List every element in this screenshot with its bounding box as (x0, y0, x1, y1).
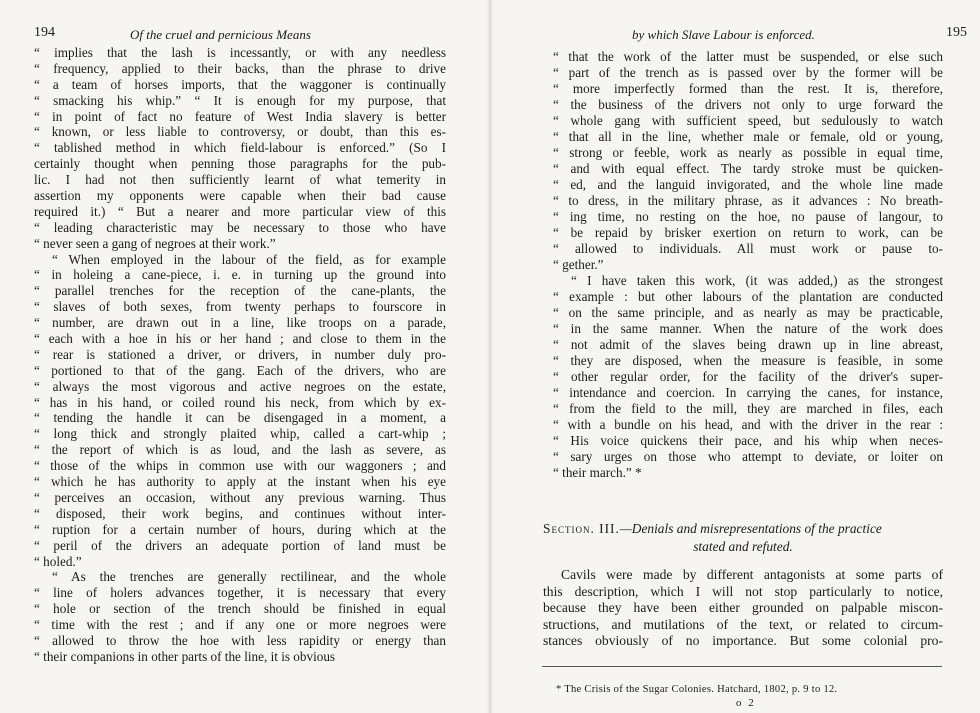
text-line: “ intendance and coercion. In carrying the canes, for instance, (553, 385, 943, 400)
text-line: “ tablished method in which field-labour is enforced.” (So I (34, 140, 446, 156)
text-line: “ perceives an occasion, without any previous warning. Thus (34, 489, 446, 505)
text-line: “ strong or feeble, work as nearly as possible in equal time, (553, 145, 943, 160)
text-line: assertion my opponents were capable when their bad cause (34, 188, 446, 204)
section-body-text (543, 567, 943, 650)
text-line: “ tending the handle it can be disengaged in a moment, a (34, 410, 446, 426)
text-line: “ I have taken this work, (it was added,) as the strongest (571, 273, 943, 288)
text-line: “ whole gang with sufficient speed, but sedulously to watch (553, 113, 943, 128)
text-line: “ gether.” (553, 257, 604, 272)
text-line: “ in holeing a cane-piece, i. e. in turning up the ground into (34, 267, 446, 283)
text-line: “ holed.” (34, 553, 82, 569)
section-title-part-1: —Denials and misrepresentations of the practice (619, 521, 882, 536)
text-line: “ on the same principle, and as nearly as may be practicable, (553, 305, 943, 320)
signature-mark: o 2 (736, 697, 756, 709)
text-line: required it.) “ But a nearer and more particular view of this (34, 203, 446, 219)
section-heading-line-1 (543, 520, 943, 538)
text-line: “ from the field to the mill, they are marched in files, each (553, 401, 943, 416)
text-line: “ long thick and strongly plaited whip, called a cart-whip ; (34, 426, 446, 442)
text-line: “ ing time, no resting on the hoe, no pause of langour, to (553, 209, 943, 224)
text-line: “ other regular order, for the facility of the driver's super- (553, 369, 943, 384)
text-line: “ peril of the drivers an adequate portion of land must be (34, 537, 446, 553)
text-line: “ their companions in other parts of the line, it is obvious (34, 648, 336, 664)
text-line: Cavils were made by different antagonists at some parts of (561, 567, 943, 582)
left-page-text (34, 45, 446, 665)
text-line: lic. I had not then sufficiently learnt of what temerity in (34, 172, 446, 188)
running-head-left: Of the cruel and pernicious Means (130, 27, 311, 42)
text-line: “ When employed in the labour of the field, as for example (52, 251, 446, 267)
text-line: “ disposed, their work begins, and continues without inter- (34, 505, 446, 521)
text-line: structions, and mutilations of the text, or related to circum- (543, 616, 943, 632)
text-line: “ part of the trench as is passed over by the former will be (553, 65, 943, 80)
text-line: “ ed, and the languid invigorated, and the whole line made (553, 177, 943, 192)
text-line: “ always the most vigorous and active negroes on the estate, (34, 378, 446, 394)
text-line: because they have been either grounded on palpable miscon- (543, 600, 943, 616)
text-line: certainly thought when penning those paragraphs for the pub- (34, 156, 446, 172)
text-line: “ rear is stationed a driver, or drivers, in number duly pro- (34, 346, 446, 362)
text-line: “ known, or less liable to controversy, or doubt, than this es- (34, 124, 446, 140)
page-number-left: 194 (34, 25, 55, 40)
text-line: “ ruption for a certain number of hours, during which at the (34, 521, 446, 537)
text-line: “ parallel trenches for the reception of the cane-plants, the (34, 283, 446, 299)
text-line: “ portioned to that of the gang. Each of the drivers, who are (34, 362, 446, 378)
right-page-text (553, 49, 943, 481)
text-line: “ each with a hoe in his or her hand ; and close to them in the (34, 331, 446, 347)
footnote-rule (542, 666, 942, 667)
text-line: “ time with the rest ; and if any one or more negroes were (34, 617, 446, 633)
section-heading (543, 520, 943, 556)
text-line: “ a team of horses imports, that the waggoner is continually (34, 76, 446, 92)
text-line: “ number, are drawn out in a line, like troops on a parade, (34, 315, 446, 331)
text-line: “ never seen a gang of negroes at their work.” (34, 235, 276, 251)
text-line: “ and with equal effect. The tardy stroke must be quicken- (553, 161, 943, 176)
text-line: “ that the work of the latter must be suspended, or else such (553, 49, 943, 64)
text-line: “ the business of the drivers not only to urge forward the (553, 97, 943, 112)
text-line: “ in point of fact no feature of West India slavery is better (34, 108, 446, 124)
text-line: “ the report of which is as loud, and the lash as severe, as (34, 442, 446, 458)
text-line: “ allowed to throw the hoe with less rapidity or energy than (34, 632, 446, 648)
text-line: “ has in his hand, or coiled round his neck, from which by ex- (34, 394, 446, 410)
text-line: “ As the trenches are generally rectilinear, and the whole (52, 569, 446, 585)
text-line: “ more imperfectly formed than the rest. It is, therefore, (553, 81, 943, 96)
text-line: “ hole or section of the trench should be finished in equal (34, 601, 446, 617)
text-line: “ those of the whips in common use with our waggoners ; and (34, 458, 446, 474)
text-line: “ frequency, applied to their backs, than the phrase to drive (34, 60, 446, 76)
text-line: “ their march.” * (553, 465, 642, 480)
text-line: “ that all in the line, whether male or female, old or young, (553, 129, 943, 144)
text-line: “ His voice quickens their pace, and his whip when neces- (553, 433, 943, 448)
text-line: “ be repaid by brisker exertion on return to work, can be (553, 225, 943, 240)
text-line: “ which he has authority to apply at the instant when his eye (34, 474, 446, 490)
text-line: “ in the same manner. When the nature of the work does (553, 321, 943, 336)
page-number-right: 195 (946, 25, 967, 40)
text-line: this description, which I will not stop particularly to notice, (543, 583, 943, 599)
section-label: Section. III. (543, 521, 620, 536)
text-line: “ sary urges on those who attempt to deviate, or loiter on (553, 449, 943, 464)
text-line: “ not admit of the slaves being drawn up in line abreast, (553, 337, 943, 352)
text-line: “ smacking his whip.” “ It is enough for my purpose, that (34, 92, 446, 108)
text-line: “ with a bundle on his head, and with the driver in the rear : (553, 417, 943, 432)
text-line: “ they are disposed, when the measure is feasible, in some (553, 353, 943, 368)
text-line: “ example : but other labours of the plantation are conducted (553, 289, 943, 304)
text-line: “ implies that the lash is incessantly, or with any needless (34, 45, 446, 60)
text-line: “ to dress, in the military phrase, as it advances : No breath- (553, 193, 943, 208)
text-line: “ allowed to individuals. All must work or pause to- (553, 241, 943, 256)
running-head-right: by which Slave Labour is enforced. (632, 27, 815, 42)
section-title-part-2: stated and refuted. (693, 539, 793, 554)
text-line: stances obviously of no importance. But some colonial pro- (543, 633, 943, 649)
text-line: “ leading characteristic may be necessary to those who have (34, 219, 446, 235)
text-line: “ line of holers advances together, it is necessary that every (34, 585, 446, 601)
text-line: “ slaves of both sexes, from twenty perhaps to fourscore in (34, 299, 446, 315)
footnote: * The Crisis of the Sugar Colonies. Hatchard, 1802, p. 9 to 12. (556, 684, 838, 695)
